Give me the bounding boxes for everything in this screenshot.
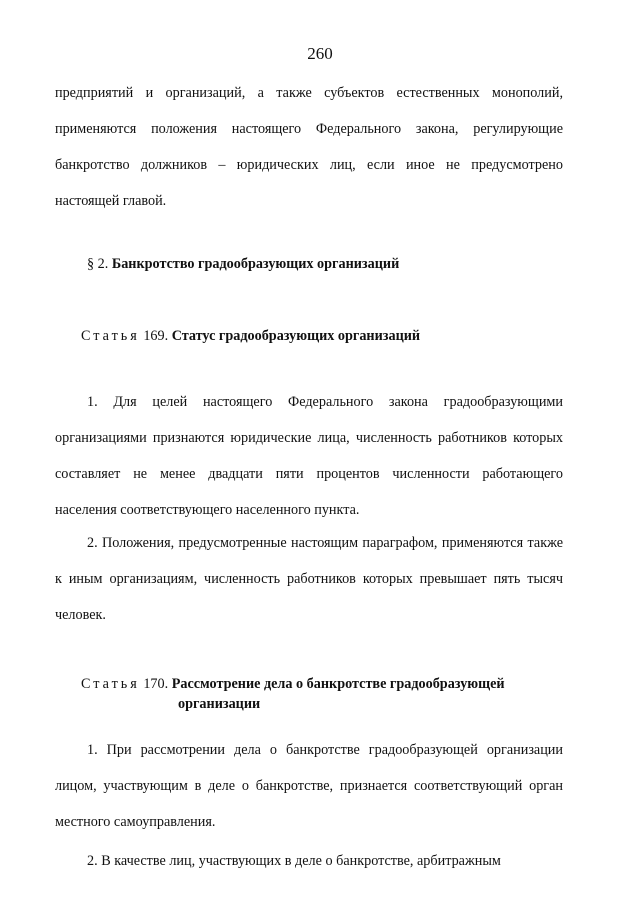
article-169-paragraph-1: 1. Для целей настоящего Федерального закона градообразующими организациями признаются юридические лица, численность работников которых составляет не менее двадцати пяти процентов численности работающего населения соответствующего населенного пункта. (55, 394, 563, 518)
article-169-number: 169. (139, 328, 172, 344)
article-169-paragraph-2: 2. Положения, предусмотренные настоящим параграфом, применяются также к иным организациям, численность работников которых превышает пять тысяч человек. (55, 535, 563, 623)
article-169-label: Статья (81, 328, 140, 344)
article-170-label: Статья (81, 676, 140, 692)
article-170-title-line-1: Рассмотрение дела о банкротстве градообразующей (171, 676, 505, 692)
continued-paragraph: предприятий и организаций, а также субъектов естественных монополий, применяются положения настоящего Федерального закона, регулирующие банкротство должников – юридических лиц, если иное не предусмотрено настоящей главой. (55, 85, 563, 209)
section-heading (87, 252, 399, 276)
section-title: Банкротство градообразующих организаций (111, 256, 400, 272)
article-170-title-line-2: организации (178, 696, 261, 712)
page-number: 260 (307, 44, 333, 63)
section-prefix: § 2. (87, 256, 112, 272)
article-170-heading (81, 674, 561, 714)
article-169-title: Статус градообразующих организаций (171, 328, 421, 344)
article-169-heading (81, 326, 420, 346)
article-170-paragraph-1: 1. При рассмотрении дела о банкротстве градообразующей организации лицом, участвующим в деле о банкротстве, признается соответствующий орган местного самоуправления. (55, 742, 563, 830)
article-170-number: 170. (139, 676, 172, 692)
article-170-paragraph-2: 2. В качестве лиц, участвующих в деле о банкротстве, арбитражным (87, 853, 501, 869)
